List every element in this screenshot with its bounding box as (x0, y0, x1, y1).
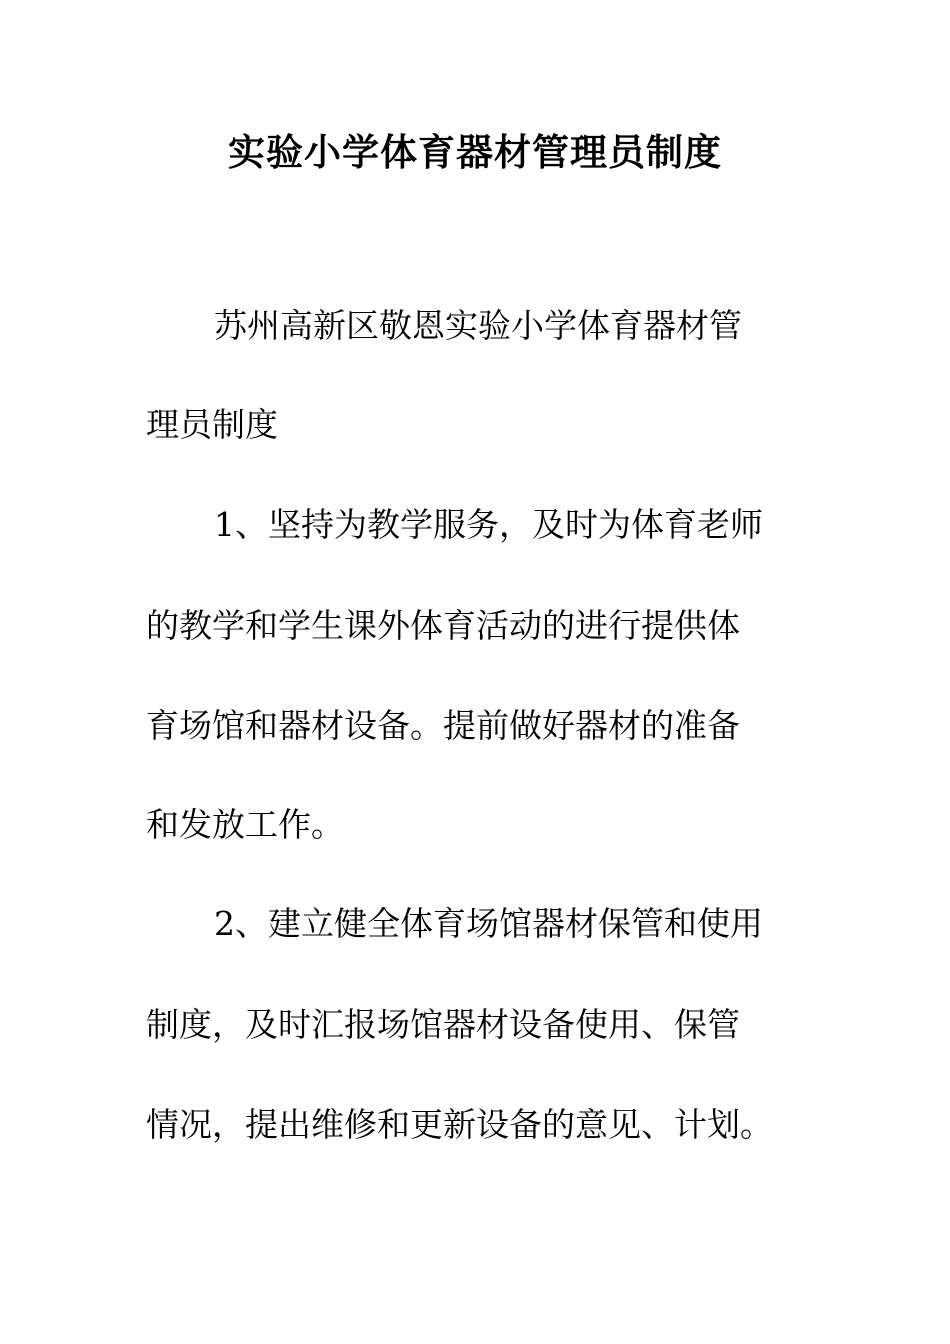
paragraph-line: 苏州高新区敬恩实验小学体育器材管 (214, 306, 742, 345)
document-title: 实验小学体育器材管理员制度 (228, 131, 722, 174)
paragraph-line: 育场馆和器材设备。提前做好器材的准备 (146, 706, 740, 745)
paragraph-line: 制度，及时汇报场馆器材设备使用、保管 (146, 1005, 740, 1044)
paragraph-line: 2、建立健全体育场馆器材保管和使用 (214, 904, 763, 943)
paragraph-line: 1、坚持为教学服务，及时为体育老师 (214, 505, 763, 544)
paragraph-line: 的教学和学生课外体育活动的进行提供体 (146, 606, 740, 645)
paragraph-line: 情况，提出维修和更新设备的意见、计划。 (146, 1105, 773, 1144)
paragraph-line: 理员制度 (146, 405, 278, 444)
paragraph-line: 和发放工作。 (146, 805, 344, 844)
